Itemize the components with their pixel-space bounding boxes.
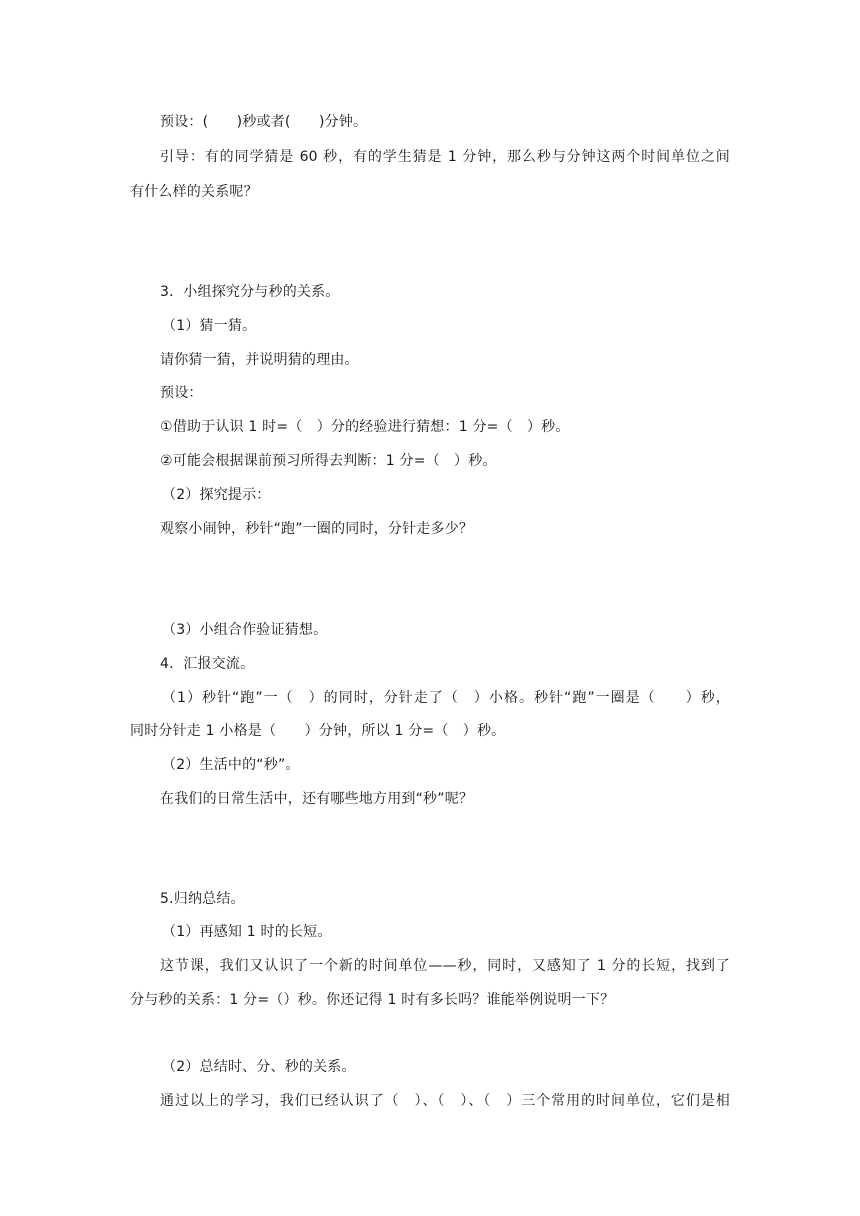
- text-line: 预设：: [160, 385, 203, 401]
- text-line: ①借助于认识 1 时=（ ）分的经验进行猜想：1 分=（ ）秒。: [160, 419, 570, 435]
- subsection-heading: （1）再感知 1 时的长短。: [162, 924, 332, 940]
- text-line: 引导：有的同学猜是 60 秒，有的学生猜是 1 分钟，那么秒与分钟这两个时间单位之间: [160, 149, 730, 165]
- text-line: 在我们的日常生活中，还有哪些地方用到“秒”呢？: [160, 791, 474, 807]
- subsection-heading: （1）猜一猜。: [162, 318, 257, 334]
- text-line: （1）秒针“跑”一（ ）的同时，分针走了（ ）小格。秒针“跑”一圈是（ ）秒，: [162, 690, 730, 706]
- subsection-heading: （2）探究提示：: [162, 487, 271, 503]
- text-line: 观察小闹钟，秒针“跑”一圈的同时，分针走多少？: [160, 521, 474, 537]
- subsection-heading: （2）总结时、分、秒的关系。: [162, 1059, 356, 1075]
- text-line: ②可能会根据课前预习所得去判断：1 分=（ ）秒。: [160, 453, 497, 469]
- section-heading: 4．汇报交流。: [160, 656, 255, 672]
- text-line: 预设：( )秒或者( )分钟。: [160, 114, 368, 130]
- text-line: 有什么样的关系呢？: [130, 184, 258, 200]
- section-heading: 5.归纳总结。: [160, 891, 245, 907]
- subsection-heading: （3）小组合作验证猜想。: [162, 622, 328, 638]
- subsection-heading: （2）生活中的“秒”。: [162, 757, 300, 773]
- text-line: 分与秒的关系：1 分=（）秒。你还记得 1 时有多长吗？谁能举例说明一下？: [130, 992, 615, 1008]
- text-line: 通过以上的学习，我们已经认识了（ ）、（ ）、（ ）三个常用的时间单位，它们是相: [160, 1093, 730, 1109]
- text-line: 这节课，我们又认识了一个新的时间单位——秒，同时，又感知了 1 分的长短，找到了: [160, 958, 730, 974]
- text-line: 请你猜一猜，并说明猜的理由。: [160, 352, 359, 368]
- section-heading: 3．小组探究分与秒的关系。: [160, 284, 340, 300]
- text-line: 同时分针走 1 小格是（ ）分钟，所以 1 分=（ ）秒。: [130, 723, 506, 739]
